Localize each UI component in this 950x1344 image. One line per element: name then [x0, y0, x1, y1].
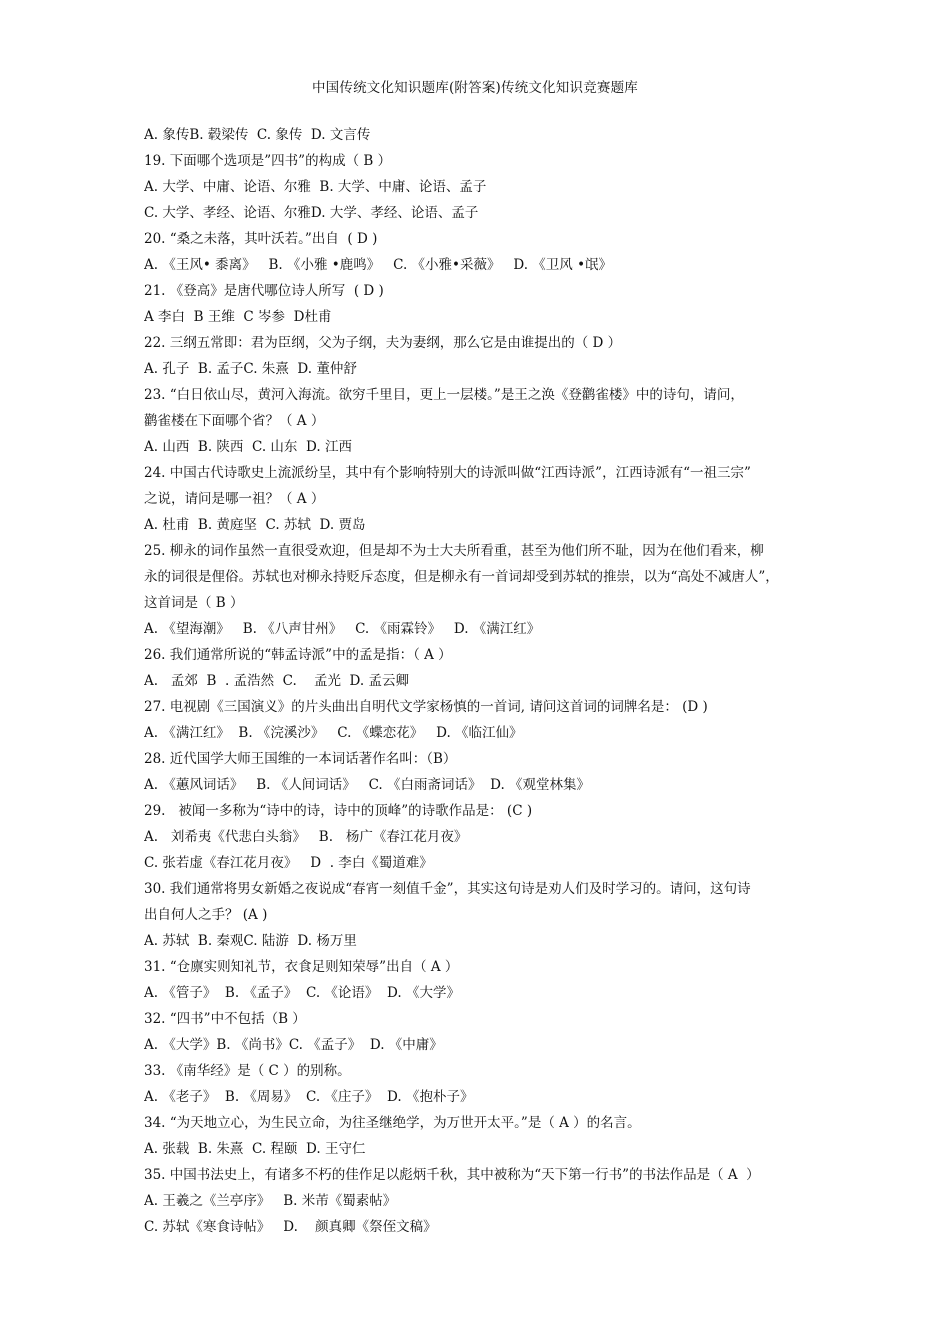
text-line: A. 苏轼 B. 秦观C. 陆游 D. 杨万里	[144, 933, 357, 949]
text-line: 28. 近代国学大师王国维的一本词话著作名叫：（B）	[144, 751, 457, 767]
text-line: C. 张若虚《春江花月夜》 D . 李白《蜀道难》	[144, 855, 433, 871]
text-line: A. 《望海潮》 B. 《八声甘州》 C. 《雨霖铃》 D. 《满江红》	[144, 621, 541, 637]
text-line: 30. 我们通常将男女新婚之夜说成“春宵一刻值千金”，其实这句诗是劝人们及时学习的。请问，这句诗	[144, 881, 751, 897]
text-line: A. 孔子 B. 孟子C. 朱熹 D. 董仲舒	[144, 361, 357, 377]
text-line: A. 山西 B. 陕西 C. 山东 D. 江西	[144, 439, 352, 455]
text-line: 19. 下面哪个选项是”四书”的构成（ B ）	[144, 153, 392, 169]
text-line: 这首词是（ B ）	[144, 595, 244, 611]
text-line: C. 大学、孝经、论语、尔雅D. 大学、孝经、论语、孟子	[144, 205, 479, 221]
text-line: 23. “白日依山尽，黄河入海流。欲穷千里目，更上一层楼。”是王之涣《登鹳雀楼》中的诗句，请问，	[144, 387, 744, 403]
text-line: A. 张载 B. 朱熹 C. 程颐 D. 王守仁	[144, 1141, 366, 1157]
text-line: A. 杜甫 B. 黄庭坚 C. 苏轼 D. 贾岛	[144, 517, 366, 533]
text-line: A. 王羲之《兰亭序》 B. 米芾《蜀素帖》	[144, 1193, 397, 1209]
text-line: 21. 《登高》是唐代哪位诗人所写 ( D )	[144, 283, 384, 299]
question-list	[144, 122, 816, 1240]
text-line: 35. 中国书法史上，有诸多不朽的佳作足以彪炳千秋，其中被称为“天下第一行书”的书法作品是（ A ）	[144, 1167, 760, 1183]
text-line: 25. 柳永的词作虽然一直很受欢迎，但是却不为士大夫所看重，甚至为他们所不耻，因为在他们看来，柳	[144, 543, 764, 559]
text-line: 32. “四书”中不包括（B ）	[144, 1011, 306, 1027]
text-line: A. 象传B. 毂梁传 C. 象传 D. 文言传	[144, 127, 371, 143]
text-line: 33. 《南华经》是（ C ）的别称。	[144, 1063, 351, 1079]
text-line: 24. 中国古代诗歌史上流派纷呈，其中有个影响特别大的诗派叫做“江西诗派”，江西诗派有“一祖三宗”	[144, 465, 751, 481]
text-line: A. 《蕙风词话》 B. 《人间词话》 C. 《白雨斋词话》 D. 《观堂林集》	[144, 777, 591, 793]
text-line: 出自何人之手？ (A )	[144, 907, 268, 923]
text-line: 26. 我们通常所说的“韩孟诗派”中的孟是指：（ A ）	[144, 647, 452, 663]
text-line: 之说，请问是哪一祖？（ A ）	[144, 491, 325, 507]
text-line: 20. “桑之未落，其叶沃若。”出自 ( D )	[144, 231, 378, 247]
text-line: 34. “为天地立心，为生民立命，为往圣继绝学，为万世开太平。”是（ A ）的名言。	[144, 1115, 641, 1131]
text-line: 22. 三纲五常即：君为臣纲，父为子纲，夫为妻纲，那么它是由谁提出的（ D ）	[144, 335, 622, 351]
text-line: 27. 电视剧《三国演义》的片头曲出自明代文学家杨慎的一首词, 请问这首词的词牌名是： (D )	[144, 699, 708, 715]
text-line: 永的词很是俚俗。苏轼也对柳永持贬斥态度，但是柳永有一首词却受到苏轼的推崇，以为“高处不减唐人”，	[144, 569, 779, 585]
text-line: 29. 被闻一多称为“诗中的诗，诗中的顶峰”的诗歌作品是： (C )	[144, 803, 533, 819]
text-line: A. 刘希夷《代悲白头翁》 B. 杨广《春江花月夜》	[144, 829, 468, 845]
text-line: A. 大学、中庸、论语、尔雅 B. 大学、中庸、论语、孟子	[144, 179, 487, 195]
text-line: A. 《王风• 黍离》 B. 《小雅 •鹿鸣》 C. 《小雅•采薇》 D. 《卫风 •氓》	[144, 257, 613, 273]
text-line: A. 《大学》B. 《尚书》C. 《孟子》 D. 《中庸》	[144, 1037, 443, 1053]
text-line: A 李白 B 王维 C 岑参 D杜甫	[144, 309, 332, 325]
text-line: A. 孟郊 B . 孟浩然 C. 孟光 D. 孟云卿	[144, 673, 409, 689]
page-header-title: 中国传统文化知识题库(附答案)传统文化知识竞赛题库	[311, 80, 639, 96]
text-line: 31. “仓廪实则知礼节，衣食足则知荣辱”出自（ A ）	[144, 959, 459, 975]
text-line: A. 《满江红》 B. 《浣溪沙》 C. 《蝶恋花》 D. 《临江仙》	[144, 725, 523, 741]
text-line: C. 苏轼《寒食诗帖》 D. 颜真卿《祭侄文稿》	[144, 1219, 437, 1235]
text-line: A. 《老子》 B. 《周易》 C. 《庄子》 D. 《抱朴子》	[144, 1089, 474, 1105]
text-line: 鹳雀楼在下面哪个省？（ A ）	[144, 413, 325, 429]
text-line: A. 《管子》 B. 《孟子》 C. 《论语》 D. 《大学》	[144, 985, 460, 1001]
